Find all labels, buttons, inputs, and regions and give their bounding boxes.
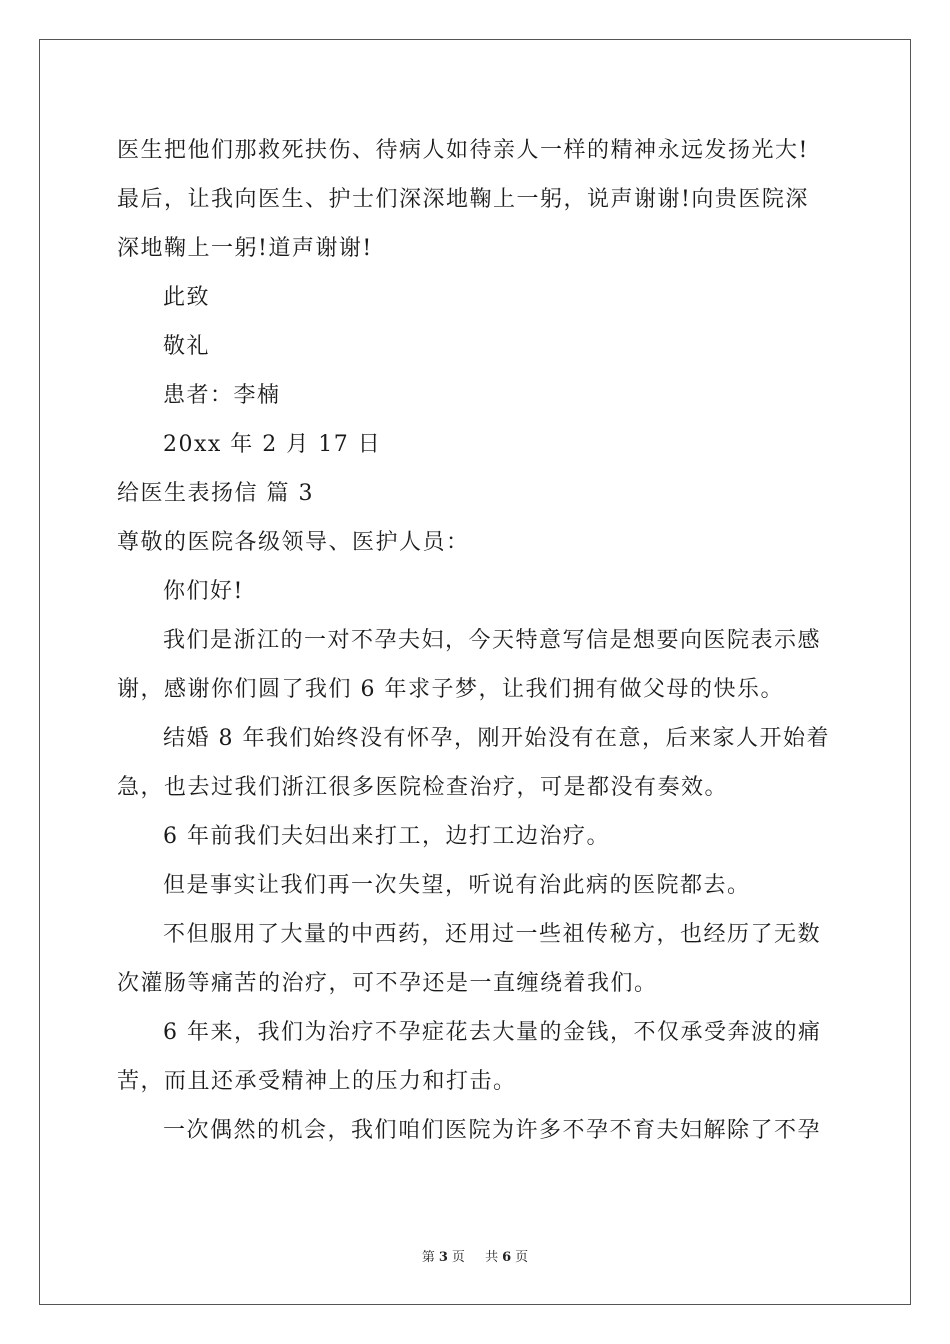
text-line: 次灌肠等痛苦的治疗，可不孕还是一直缠绕着我们。 <box>117 971 658 996</box>
text-line: 6 年前我们夫妇出来打工，边打工边治疗。 <box>163 824 610 849</box>
text-line: 苦，而且还承受精神上的压力和打击。 <box>117 1069 517 1094</box>
page-prefix: 第 <box>421 1250 435 1265</box>
text-line: 急，也去过我们浙江很多医院检查治疗，可是都没有奏效。 <box>117 775 729 800</box>
closing-salutation: 此致 <box>163 285 211 310</box>
total-count: 6 <box>502 1250 512 1265</box>
signature: 患者：李楠 <box>163 383 281 408</box>
greeting: 你们好! <box>163 579 244 604</box>
section-title: 给医生表扬信 篇 3 <box>117 481 314 506</box>
letter-body <box>117 126 833 1155</box>
total-prefix: 共 <box>485 1250 499 1265</box>
page-total <box>481 1250 532 1265</box>
page-footer <box>0 1246 950 1265</box>
page-current: 3 <box>438 1250 448 1265</box>
page-number <box>418 1250 469 1265</box>
letter-date: 20xx 年 2 月 17 日 <box>163 432 382 457</box>
text-line: 最后，让我向医生、护士们深深地鞠上一躬，说声谢谢!向贵医院深 <box>117 187 809 212</box>
greeting-recipient: 尊敬的医院各级领导、医护人员： <box>117 530 470 555</box>
total-suffix: 页 <box>515 1250 529 1265</box>
text-line: 结婚 8 年我们始终没有怀孕，刚开始没有在意，后来家人开始着 <box>163 726 830 751</box>
text-line: 不但服用了大量的中西药，还用过一些祖传秘方，也经历了无数 <box>163 922 822 947</box>
text-line: 我们是浙江的一对不孕夫妇，今天特意写信是想要向医院表示感 <box>163 628 822 653</box>
closing-regards: 敬礼 <box>163 334 211 359</box>
text-line: 谢，感谢你们圆了我们 6 年求子梦，让我们拥有做父母的快乐。 <box>117 677 784 702</box>
text-line: 医生把他们那救死扶伤、待病人如待亲人一样的精神永远发扬光大! <box>117 138 809 163</box>
text-line: 6 年来，我们为治疗不孕症花去大量的金钱，不仅承受奔波的痛 <box>163 1020 822 1045</box>
page-suffix: 页 <box>451 1250 465 1265</box>
text-line: 一次偶然的机会，我们咱们医院为许多不孕不育夫妇解除了不孕 <box>163 1118 822 1143</box>
text-line: 但是事实让我们再一次失望，听说有治此病的医院都去。 <box>163 873 751 898</box>
text-line: 深地鞠上一躬!道声谢谢! <box>117 236 373 261</box>
